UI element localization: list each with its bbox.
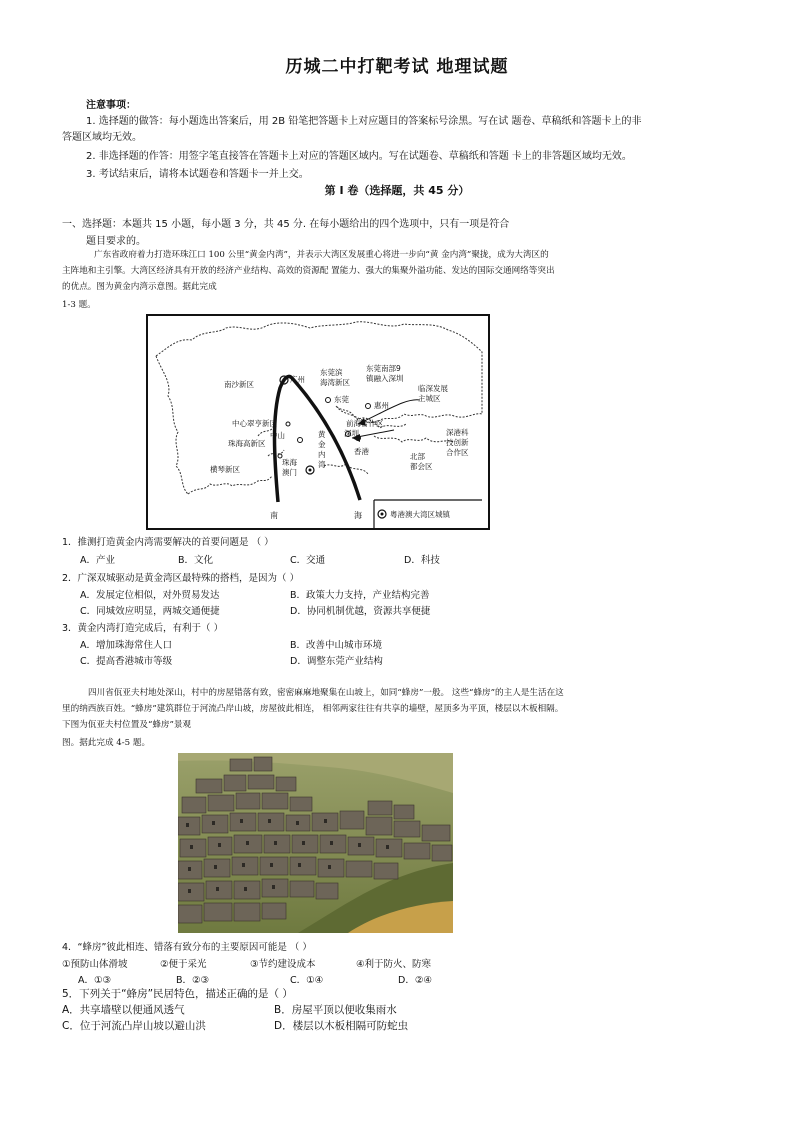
map-label-zhuhai-macau: 珠海 澳门 (282, 458, 297, 477)
q2-stem: 2．广深双城驱动是黄金湾区最特殊的搭档，是因为（ ） (62, 573, 300, 584)
q4-option-a: A．①③ (78, 975, 112, 986)
map-label-nansha: 南沙新区 (224, 380, 254, 389)
q4-option-c: C．①④ (290, 975, 324, 986)
map-label-shenggang: 深港科 技创新 合作区 (446, 428, 469, 457)
notes-item2: 2. 非选择题的作答：用签字笔直接答在答题卡上对应的答题区域内。写在试题卷、草稿纸和答题 卡上的非答题区域均无效。 (86, 151, 632, 162)
map-label-xianggang: 香港 (354, 447, 369, 456)
passage2-line3: 下图为佤亚夫村位置及“蜂房”景观 (62, 720, 192, 730)
map-label-dongguan-binhai: 东莞滨 海湾新区 (320, 368, 350, 387)
q4-choice-4: ④利于防火、防寒 (356, 959, 432, 970)
village-photo (178, 753, 453, 933)
part1-line1: 一、选择题：本题共 15 小题，每小题 3 分，共 45 分. 在每小题给出的四个选项中，只有一项是符合 (62, 219, 510, 230)
section-title: 第 Ⅰ 卷（选择题，共 45 分） (324, 184, 470, 197)
passage2-line2: 里的纳西族百姓。“蜂房”建筑群位于河流凸岸山坡，房屋彼此相连， 相邻两家往往有共享的墙壁，屋顶多为平顶，楼层以木板相隔。 (62, 704, 564, 714)
map-label-hengqin: 横琴新区 (210, 465, 240, 474)
passage1-line4: 1-3 题。 (62, 300, 96, 310)
notes-item1-line2: 答题区域均无效。 (62, 132, 142, 143)
passage1-line1: 广东省政府着力打造环珠江口 100 公里“黄金内湾”，并表示大湾区发展重心将进一步向“黄 金内湾”聚拢，成为大湾区的 (94, 250, 549, 260)
map-label-dongguan: 东莞 (334, 395, 349, 404)
map-label-cuiheng: 中心翠亨新区 (232, 419, 277, 428)
map-label-hai: 海 (354, 511, 362, 520)
passage2-line1: 四川省佤亚夫村地处深山，村中的房屋错落有致，密密麻麻地聚集在山坡上，如同“蜂房”一般。 这些“蜂房”的主人是生活在这 (88, 688, 564, 698)
map-label-dongguan-south: 东莞南部9 镇融入深圳 (366, 364, 404, 383)
q5-option-c: C．位于河流凸岸山坡以避山洪 (62, 1020, 206, 1032)
q2-option-d: D．协同机制优越，资源共享便捷 (290, 606, 431, 617)
q1-option-c: C．交通 (290, 555, 326, 566)
q1-stem: 1．推测打造黄金内湾需要解决的首要问题是 （ ） (62, 537, 274, 548)
q4-choice-2: ②便于采光 (160, 959, 207, 970)
q3-stem: 3．黄金内湾打造完成后，有利于（ ） (62, 623, 224, 634)
passage1-line3: 的优点。图为黄金内湾示意图。据此完成 (62, 282, 217, 292)
map-legend-label: 粤港澳大湾区城镇 (390, 510, 450, 519)
q3-option-c: C．提高香港城市等级 (80, 656, 173, 667)
notes-heading: 注意事项： (86, 100, 136, 111)
q3-option-a: A．增加珠海常住人口 (80, 640, 172, 651)
passage2-line4: 图。据此完成 4-5 题。 (62, 738, 151, 748)
notes-item1-line1: 1. 选择题的做答：每小题选出答案后，用 2B 铅笔把答题卡上对应题目的答案标号涂黑。写在试 题卷、草稿纸和答题卡上的非 (86, 116, 642, 127)
golden-bay-map (146, 314, 490, 530)
q5-option-d: D．楼层以木板相隔可防蛇虫 (274, 1020, 409, 1032)
part1-line2: 题目要求的。 (86, 236, 146, 247)
passage1-line2: 主阵地和主引擎。大湾区经济具有开放的经济产业结构、高效的资源配 置能力、强大的集聚外溢功能、发达的国际交通网络等突出 (62, 266, 555, 276)
map-label-linshen: 临深发展 主城区 (418, 384, 448, 403)
map-label-shenzhen: 深圳 (344, 429, 359, 438)
q4-option-b: B．②③ (176, 975, 210, 986)
village-photo-drawing (178, 753, 453, 933)
map-label-qianhai: 前海合作区 (346, 419, 384, 428)
q3-option-b: B．改善中山城市环境 (290, 640, 383, 651)
q5-stem: 5．下列关于“蜂房”民居特色，描述正确的是（ ） (62, 988, 293, 1000)
q4-option-d: D．②④ (398, 975, 432, 986)
q5-option-a: A．共享墙壁以便通风透气 (62, 1004, 185, 1016)
q4-stem: 4．“蜂房”彼此相连、错落有致分布的主要原因可能是 （ ） (62, 942, 312, 953)
q1-option-d: D．科技 (404, 555, 440, 566)
q2-option-b: B．政策大力支持，产业结构完善 (290, 590, 430, 601)
map-label-huangjin: 黄 金 内 湾 (318, 430, 326, 469)
q2-option-a: A．发展定位相似，对外贸易发达 (80, 590, 220, 601)
map-label-huizhou: 惠州 (374, 401, 389, 410)
q5-option-b: B．房屋平顶以便收集雨水 (274, 1004, 397, 1016)
q4-choice-1: ①预防山体滑坡 (62, 959, 128, 970)
q2-option-c: C．同城效应明显，两城交通便捷 (80, 606, 220, 617)
map-label-zhuhai-gaoxin: 珠海高新区 (228, 439, 266, 448)
map-label-zhongshan: 中山 (270, 431, 285, 440)
page-title: 历城二中打靶考试 地理试题 (285, 57, 509, 77)
q1-option-a: A．产业 (80, 555, 115, 566)
map-label-beibu: 北部 都会区 (410, 452, 433, 471)
q4-choice-3: ③节约建设成本 (250, 959, 316, 970)
q3-option-d: D．调整东莞产业结构 (290, 656, 383, 667)
map-label-guangzhou: 广州 (290, 375, 305, 384)
map-label-nan: 南 (270, 511, 278, 520)
notes-item3: 3. 考试结束后，请将本试题卷和答题卡一并上交。 (86, 169, 309, 180)
map-drawing (148, 316, 488, 528)
q1-option-b: B．文化 (178, 555, 214, 566)
